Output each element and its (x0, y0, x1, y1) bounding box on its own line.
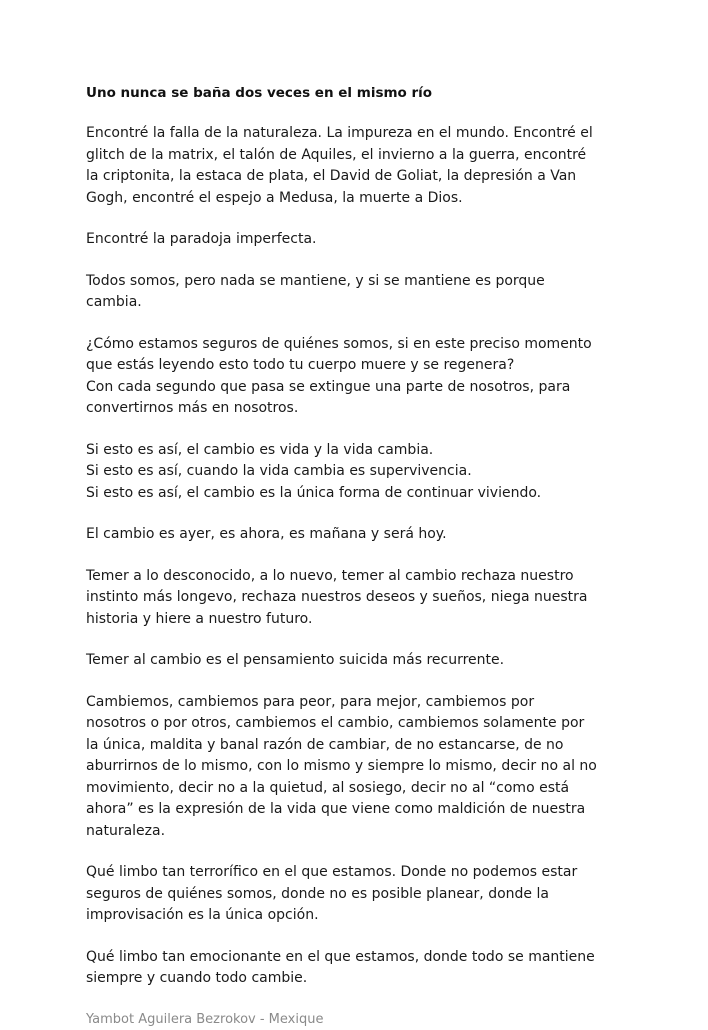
paragraph-line: Temer al cambio es el pensamiento suicida más recurrente. (86, 652, 505, 668)
paragraph-line: Si esto es así, el cambio es la única forma de continuar viviendo. (86, 484, 542, 501)
paragraph-2 (86, 229, 598, 251)
paragraph-line: Qué limbo tan emocionante en el que estamos, donde todo se mantiene siempre y cuando todo cambie. (86, 948, 595, 986)
paragraph-line: Si esto es así, cuando la vida cambia es supervivencia. (86, 463, 472, 479)
paragraph-line: El cambio es ayer, es ahora, es mañana y será hoy. (86, 526, 447, 542)
paragraph-line: Si esto es así, el cambio es vida y la vida cambia. (86, 441, 434, 458)
paragraph-5 (86, 440, 598, 505)
paragraph-11 (86, 947, 598, 990)
paragraph-7 (86, 566, 598, 631)
paragraph-4 (86, 334, 598, 420)
paragraph-line: Temer a lo desconocido, a lo nuevo, temer al cambio rechaza nuestro instinto más longevo, rechaza nuestros deseos y sueños, niega nuestra historia y hiere a nuestro futuro. (86, 567, 588, 627)
paragraph-line: Con cada segundo que pasa se extingue una parte de nosotros, para convertirnos más en nosotros. (86, 378, 571, 416)
paragraph-8 (86, 650, 598, 672)
paragraph-line: ¿Cómo estamos seguros de quiénes somos, si en este preciso momento que estás leyendo esto todo tu cuerpo muere y se regenera? (86, 335, 592, 373)
paragraph-line: Todos somos, pero nada se mantiene, y si se mantiene es porque cambia. (86, 272, 545, 310)
paragraph-10 (86, 862, 598, 927)
author-signature: Yambot Aguilera Bezrokov - Mexique (86, 1011, 324, 1027)
paragraph-6 (86, 524, 598, 546)
document-title: Uno nunca se baña dos veces en el mismo río (86, 85, 433, 101)
paragraph-1 (86, 123, 598, 209)
paragraph-line: Cambiemos, cambiemos para peor, para mejor, cambiemos por nosotros o por otros, cambiemos el cambio, cambiemos solamente por la única, maldita y banal razón de cambiar, de no estancarse, de no aburrirnos de lo mismo, con lo mismo y siempre lo mismo, decir no al no movimiento, decir no a la quietud, al sosiego, decir no al “como está ahora” es la expresión de la vida que viene como maldición de nuestra naturaleza. (86, 693, 597, 839)
paragraph-line: Encontré la paradoja imperfecta. (86, 231, 317, 247)
paragraph-9 (86, 692, 598, 843)
paragraph-3 (86, 271, 598, 314)
paragraph-line: Qué limbo tan terrorífico en el que estamos. Donde no podemos estar seguros de quiénes somos, donde no es posible planear, donde la improvisación es la única opción. (86, 864, 578, 923)
paragraph-line: Encontré la falla de la naturaleza. La impureza en el mundo. Encontré el glitch de la matrix, el talón de Aquiles, el invierno a la guerra, encontré la criptonita, la estaca de plata, el David de Goliat, la depresión a Van Gogh, encontré el espejo a Medusa, la muerte a Dios. (86, 125, 593, 206)
